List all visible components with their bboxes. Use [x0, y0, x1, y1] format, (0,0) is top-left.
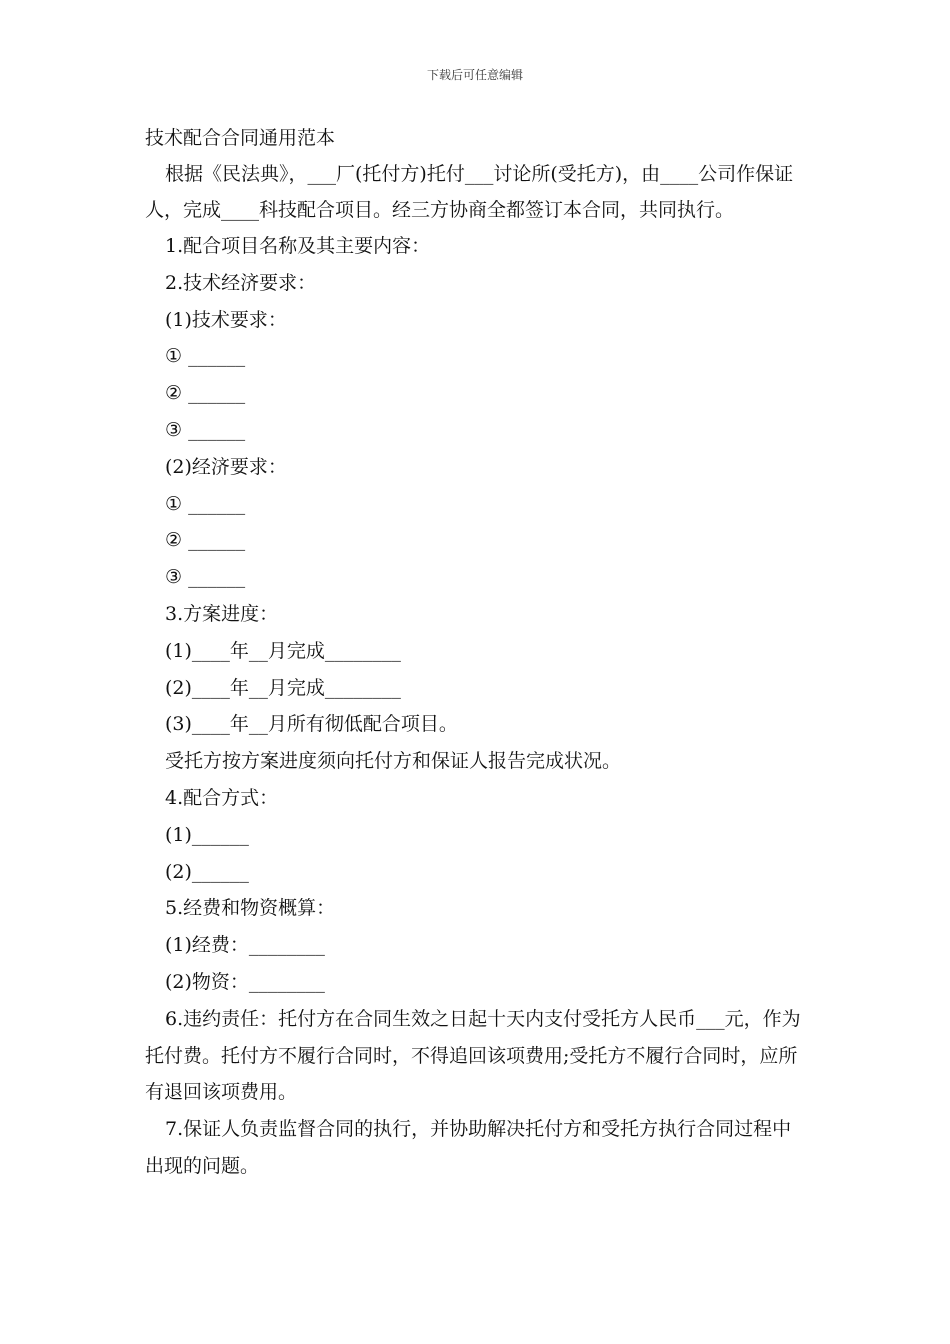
progress-report-note: 受托方按方案进度须向托付方和保证人报告完成状况。	[165, 750, 622, 773]
budget-materials: (2)物资：________	[165, 970, 325, 993]
schedule-item: (2)____年__月完成________	[165, 676, 401, 699]
tech-requirement-item: ② ______	[165, 382, 246, 405]
tech-requirement-item: ③ ______	[165, 418, 246, 441]
clause-2-heading: 2.技术经济要求：	[165, 271, 317, 294]
document-body	[145, 120, 810, 1185]
clause-3-heading: 3.方案进度：	[165, 602, 279, 625]
clause-1-heading: 1.配合项目名称及其主要内容：	[165, 235, 431, 257]
schedule-item: (3)____年__月所有彻低配合项目。	[165, 713, 458, 736]
tech-requirements-heading: (1)技术要求：	[165, 308, 287, 331]
tech-requirement-item: ① ______	[165, 345, 246, 368]
document-title: 技术配合合同通用范本	[145, 127, 336, 149]
intro-paragraph: 根据《民法典》，___厂(托付方)托付___讨论所(受托方)，由____公司作保证人，完成____科技配合项目。经三方协商全都签订本合同，共同执行。	[145, 163, 794, 221]
method-item: (2)______	[165, 860, 249, 883]
page-header: 下载后可任意编辑	[426, 68, 523, 82]
econ-requirement-item: ② ______	[165, 529, 246, 552]
budget-funds: (1)经费：________	[165, 934, 325, 957]
clause-7-paragraph: 7.保证人负责监督合同的执行，并协助解决托付方和受托方执行合同过程中出现的问题。	[145, 1118, 792, 1177]
clause-4-heading: 4.配合方式：	[165, 786, 279, 809]
clause-6-paragraph: 6.违约责任：托付方在合同生效之日起十天内支付受托方人民币___元，作为托付费。托付方不履行合同时，不得追回该项费用;受托方不履行合同时，应所有退回该项费用。	[145, 1007, 801, 1104]
econ-requirement-item: ③ ______	[165, 566, 246, 589]
method-item: (1)______	[165, 823, 249, 846]
econ-requirement-item: ① ______	[165, 492, 246, 515]
schedule-item: (1)____年__月完成________	[165, 639, 401, 662]
econ-requirements-heading: (2)经济要求：	[165, 455, 287, 478]
clause-5-heading: 5.经费和物资概算：	[165, 897, 336, 920]
